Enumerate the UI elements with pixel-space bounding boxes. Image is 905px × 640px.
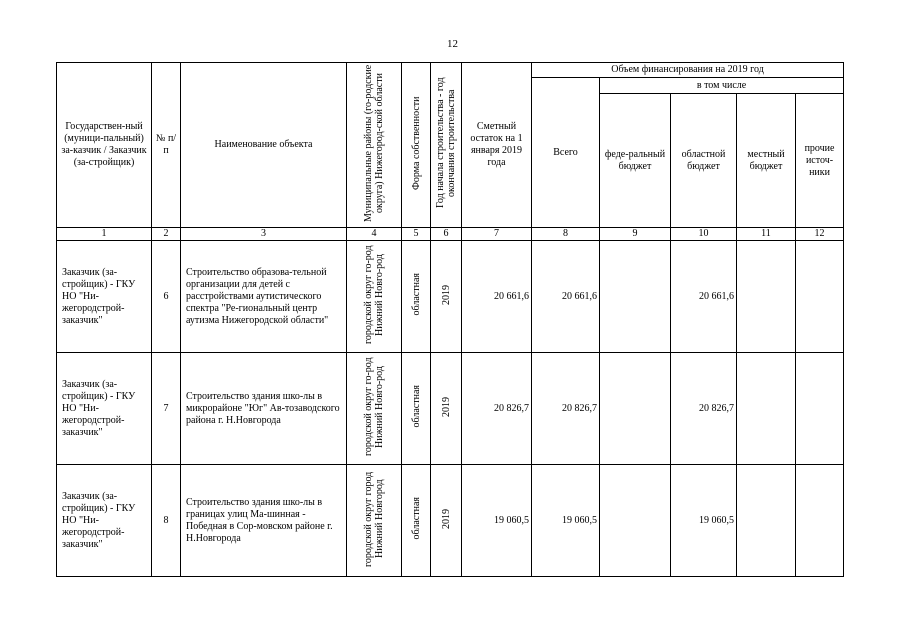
balance-cell: 19 060,5 — [462, 465, 532, 577]
header-number: № п/п — [152, 63, 181, 228]
header-federal: феде-ральный бюджет — [600, 94, 671, 228]
column-number: 7 — [462, 228, 532, 241]
column-number: 9 — [600, 228, 671, 241]
years-text: 2019 — [440, 396, 452, 417]
financing-table — [56, 62, 844, 577]
ownership-cell — [402, 465, 431, 577]
regional-cell: 20 661,6 — [671, 241, 737, 353]
customer-cell: Заказчик (за-стройщик) - ГКУ НО "Ни-жегородстрой-заказчик" — [57, 465, 152, 577]
local-cell — [737, 465, 796, 577]
table-row — [57, 465, 844, 577]
header-funding-group: Объем финансирования на 2019 год — [532, 63, 844, 78]
header-including: в том числе — [600, 78, 844, 94]
header-object-name: Наименование объекта — [181, 63, 347, 228]
customer-cell: Заказчик (за-стройщик) - ГКУ НО "Ни-жегородстрой-заказчик" — [57, 353, 152, 465]
federal-cell — [600, 353, 671, 465]
federal-cell — [600, 241, 671, 353]
object-name-cell: Строительство здания шко-лы в микрорайоне "Юг" Ав-тозаводского района г. Н.Новгорода — [181, 353, 347, 465]
ownership-text: областная — [410, 273, 422, 316]
local-cell — [737, 353, 796, 465]
ownership-text: областная — [410, 385, 422, 428]
column-number: 8 — [532, 228, 600, 241]
row-number-cell: 7 — [152, 353, 181, 465]
column-number: 3 — [181, 228, 347, 241]
column-numbers-row — [57, 228, 844, 241]
local-cell — [737, 241, 796, 353]
balance-cell: 20 661,6 — [462, 241, 532, 353]
federal-cell — [600, 465, 671, 577]
years-cell — [431, 353, 462, 465]
district-cell — [347, 465, 402, 577]
total-cell: 20 661,6 — [532, 241, 600, 353]
header-balance: Сметный остаток на 1 января 2019 года — [462, 63, 532, 228]
district-text: городской округ город Нижний Новгород — [363, 470, 385, 567]
years-text: 2019 — [440, 284, 452, 305]
header-regional: областной бюджет — [671, 94, 737, 228]
column-number: 1 — [57, 228, 152, 241]
object-name-cell: Строительство образова-тельной организации для детей с расстройствами аутистического спектра "Ре-гиональный центр аутизма Нижегородской области" — [181, 241, 347, 353]
other-cell — [796, 241, 844, 353]
header-years — [431, 63, 462, 228]
years-cell — [431, 465, 462, 577]
ownership-cell — [402, 353, 431, 465]
table-row — [57, 241, 844, 353]
column-number: 10 — [671, 228, 737, 241]
header-district-text: Муниципальные районы (го-родские округа) Нижегород-ской области — [363, 64, 385, 222]
row-number-cell: 8 — [152, 465, 181, 577]
header-customer: Государствен-ный (муници-пальный) за-казчик / Заказчик (за-стройщик) — [57, 63, 152, 228]
page-number: 12 — [447, 38, 458, 50]
district-cell — [347, 353, 402, 465]
header-district — [347, 63, 402, 228]
object-name-cell: Строительство здания шко-лы в границах улиц Ма-шинная - Победная в Сор-мовском районе г. Н.Новгорода — [181, 465, 347, 577]
column-number: 4 — [347, 228, 402, 241]
regional-cell: 20 826,7 — [671, 353, 737, 465]
header-ownership-text: Форма собственности — [410, 96, 422, 190]
years-text: 2019 — [440, 508, 452, 529]
ownership-text: областная — [410, 497, 422, 540]
column-number: 2 — [152, 228, 181, 241]
header-other: прочие источ-ники — [796, 94, 844, 228]
header-years-text: Год начала строительства - год окончания строительства — [435, 77, 457, 209]
header-local: местный бюджет — [737, 94, 796, 228]
district-cell — [347, 241, 402, 353]
balance-cell: 20 826,7 — [462, 353, 532, 465]
other-cell — [796, 465, 844, 577]
column-number: 11 — [737, 228, 796, 241]
district-text: городской округ го-род Нижний Новго-род — [363, 357, 385, 456]
other-cell — [796, 353, 844, 465]
customer-cell: Заказчик (за-стройщик) - ГКУ НО "Ни-жегородстрой-заказчик" — [57, 241, 152, 353]
header-ownership — [402, 63, 431, 228]
header-row-1 — [57, 63, 844, 78]
total-cell: 19 060,5 — [532, 465, 600, 577]
years-cell — [431, 241, 462, 353]
total-cell: 20 826,7 — [532, 353, 600, 465]
row-number-cell: 6 — [152, 241, 181, 353]
column-number: 12 — [796, 228, 844, 241]
header-total: Всего — [532, 78, 600, 228]
table-row — [57, 353, 844, 465]
column-number: 6 — [431, 228, 462, 241]
regional-cell: 19 060,5 — [671, 465, 737, 577]
district-text: городской округ го-род Нижний Новго-род — [363, 245, 385, 344]
ownership-cell — [402, 241, 431, 353]
column-number: 5 — [402, 228, 431, 241]
